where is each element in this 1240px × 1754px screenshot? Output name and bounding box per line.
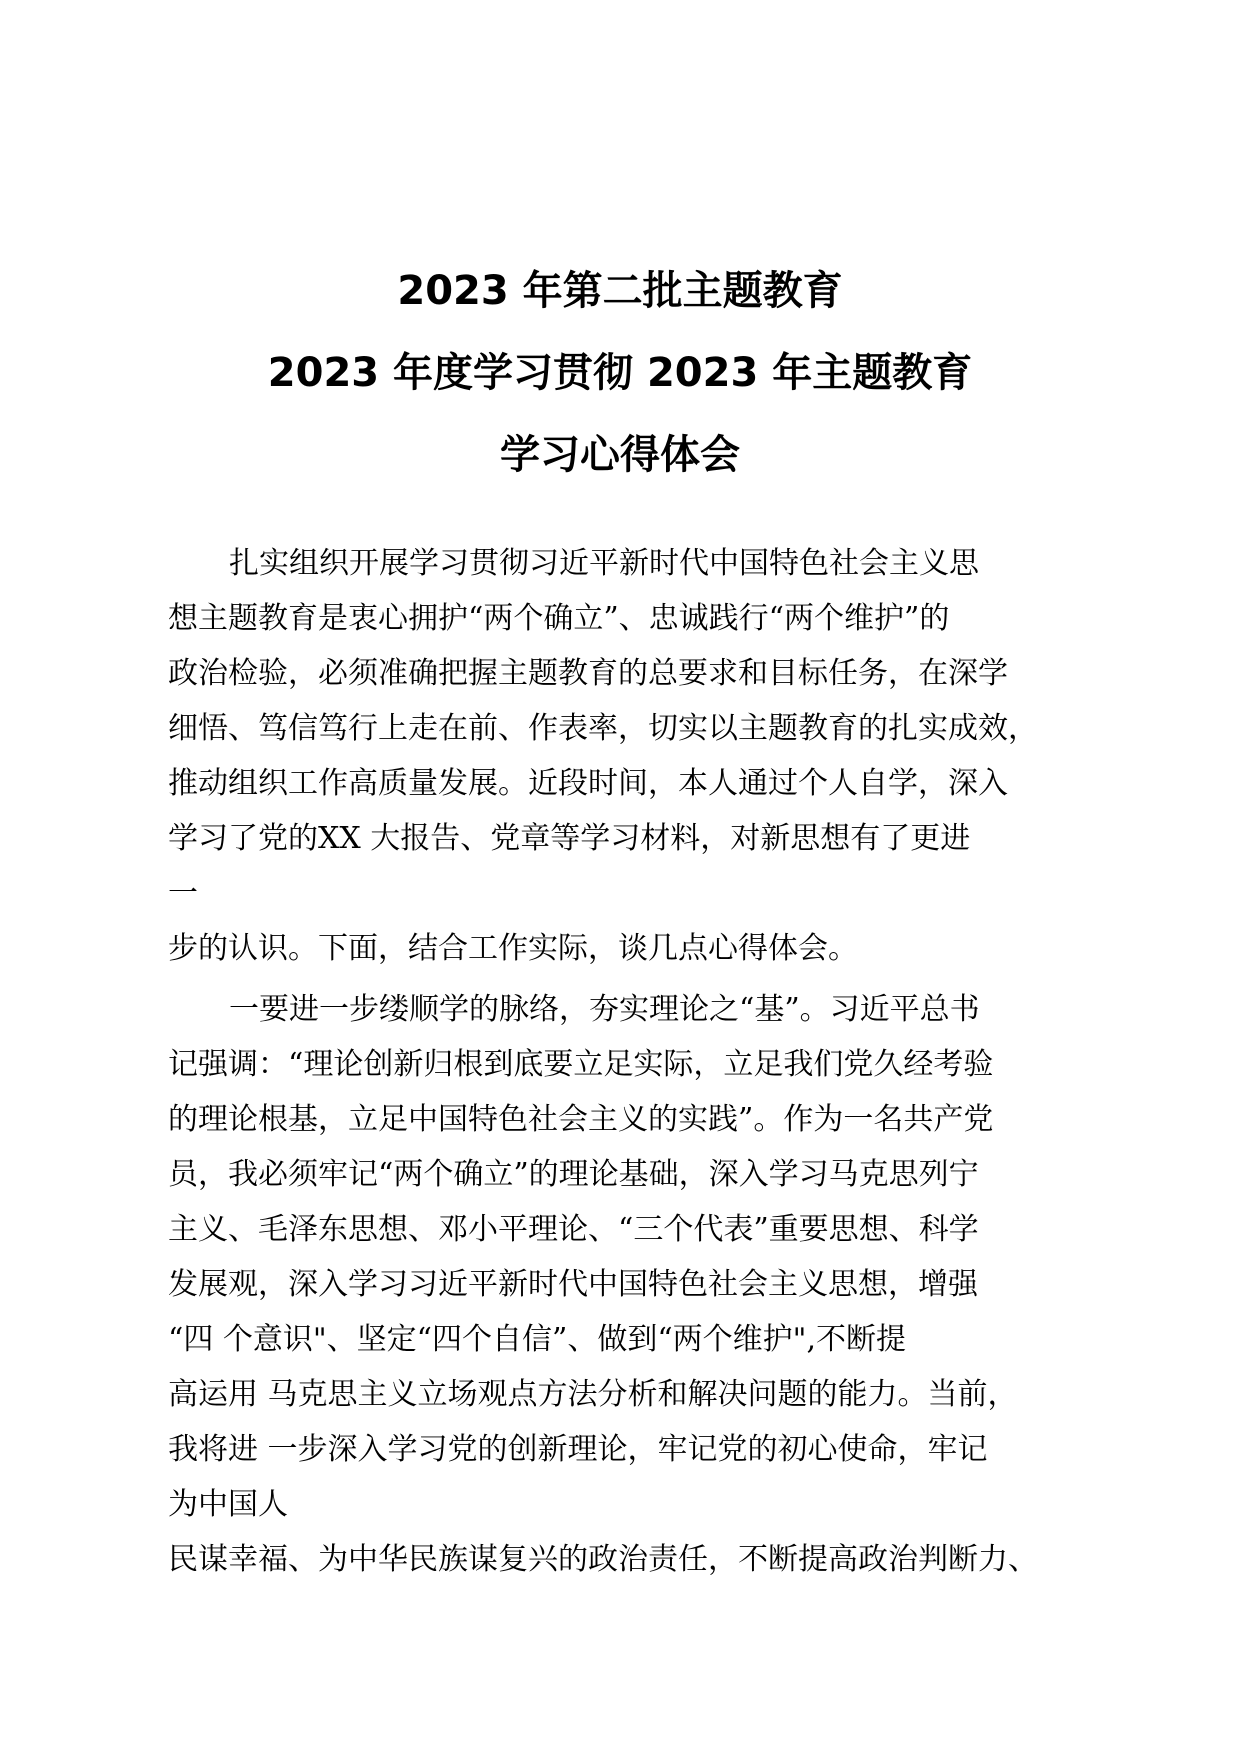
document-body [168, 536, 1088, 1587]
paragraph-line: 主义、毛泽东思想、邓小平理论、“三个代表”重要思想、科学 [168, 1212, 979, 1247]
paragraph-line: 扎实组织开展学习贯彻习近平新时代中国特色社会主义思 [229, 546, 979, 581]
paragraph-line: 为中国人 [168, 1487, 288, 1522]
paragraph-line: 步的认识。下面，结合工作实际，谈几点心得体会。 [168, 931, 858, 966]
paragraph-line: 记强调：“理论创新归根到底要立足实际，立足我们党久经考验 [168, 1047, 994, 1082]
paragraph-line: 政治检验，必须准确把握主题教育的总要求和目标任务，在深学 [168, 656, 1008, 691]
paragraph-line: 细悟、笃信笃行上走在前、作表率，切实以主题教育的扎实成效， [168, 711, 1038, 746]
paragraph-line: 一要进一步缕顺学的脉络，夯实理论之“基”。习近平总书 [229, 992, 980, 1027]
paragraph-line: 的理论根基，立足中国特色社会主义的实践”。作为一名共产党 [168, 1102, 994, 1137]
paragraph-line: 一 [168, 876, 198, 911]
paragraph-2 [168, 982, 1088, 1587]
paragraph-1 [168, 536, 1088, 976]
paragraph-line: 发展观，深入学习习近平新时代中国特色社会主义思想，增强 [168, 1267, 978, 1302]
paragraph-line: 想主题教育是衷心拥护“两个确立”、忠诚践行“两个维护”的 [168, 601, 950, 636]
paragraph-line: 推动组织工作高质量发展。近段时间，本人通过个人自学，深入 [168, 766, 1008, 801]
title-line-2: 2023 年度学习贯彻 2023 年主题教育 [267, 350, 973, 396]
paragraph-line: 民谋幸福、为中华民族谋复兴的政治责任，不断提高政治判断力、 [168, 1542, 1038, 1577]
title-line-3: 学习心得体会 [500, 432, 740, 478]
title-line-1: 2023 年第二批主题教育 [397, 268, 843, 314]
paragraph-line: 我将进 一步深入学习党的创新理论，牢记党的初心使命，牢记 [168, 1432, 988, 1467]
paragraph-line: 学习了党的XX 大报告、党章等学习材料，对新思想有了更进 [168, 821, 971, 856]
paragraph-line: 员，我必须牢记“两个确立”的理论基础，深入学习马克思列宁 [168, 1157, 979, 1192]
paragraph-line: “四 个意识"、坚定“四个自信”、做到“两个维护",不断提 [168, 1322, 907, 1357]
paragraph-line: 高运用 马克思主义立场观点方法分析和解决问题的能力。当前， [168, 1377, 1018, 1412]
document-title [0, 250, 1240, 496]
